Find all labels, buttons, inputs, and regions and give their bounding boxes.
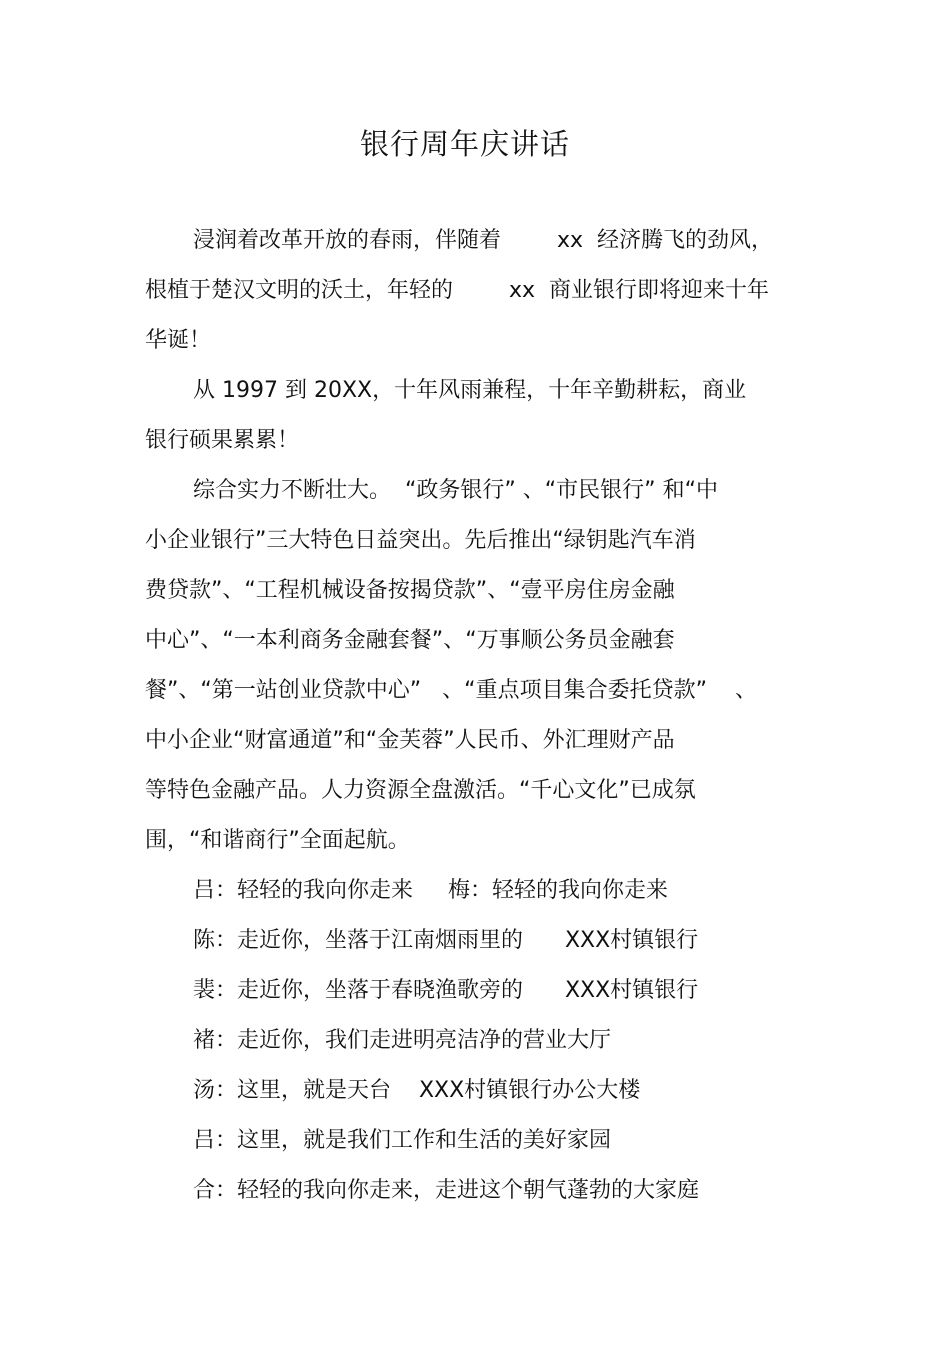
- dialogue-line: 吕：这里，就是我们工作和生活的美好家园: [193, 1128, 612, 1153]
- paragraph-line: 浸润着改革开放的春雨，伴随着 xx 经济腾飞的劲风，: [193, 228, 773, 253]
- dialogue-line: 褚：走近你，我们走进明亮洁净的营业大厅: [193, 1028, 612, 1053]
- document-title: 银行周年庆讲话: [359, 127, 570, 161]
- paragraph-line: 综合实力不断壮大。 “政务银行” 、“市民银行” 和“中: [193, 478, 718, 503]
- paragraph-line: 等特色金融产品。人力资源全盘激活。“千心文化”已成氛: [145, 778, 696, 803]
- paragraph-line: 根植于楚汉文明的沃土，年轻的 xx 商业银行即将迎来十年: [145, 278, 769, 303]
- paragraph-line: 银行硕果累累！: [145, 428, 300, 453]
- dialogue-line: 汤：这里，就是天台 XXX村镇银行办公大楼: [193, 1078, 641, 1103]
- paragraph-line: 华诞！: [145, 328, 212, 353]
- dialogue-line: 吕：轻轻的我向你走来 梅：轻轻的我向你走来: [193, 878, 668, 903]
- paragraph-line: 餐”、“第一站创业贷款中心” 、“重点项目集合委托贷款” 、: [145, 678, 757, 703]
- dialogue-line: 陈：走近你，坐落于江南烟雨里的 XXX村镇银行: [193, 928, 699, 953]
- paragraph-line: 小企业银行”三大特色日益突出。先后推出“绿钥匙汽车消: [145, 528, 696, 553]
- paragraph-line: 围，“和谐商行”全面起航。: [145, 828, 410, 853]
- paragraph-line: 中小企业“财富通道”和“金芙蓉”人民币、外汇理财产品: [145, 728, 675, 753]
- dialogue-line: 裴：走近你，坐落于春晓渔歌旁的 XXX村镇银行: [193, 978, 699, 1003]
- paragraph-line: 中心”、“一本利商务金融套餐”、“万事顺公务员金融套: [145, 628, 675, 653]
- dialogue-line: 合：轻轻的我向你走来，走进这个朝气蓬勃的大家庭: [193, 1178, 700, 1203]
- paragraph-line: 费贷款”、“工程机械设备按揭贷款”、“壹平房住房金融: [145, 578, 675, 603]
- paragraph-line: 从 1997 到 20XX，十年风雨兼程，十年辛勤耕耘，商业: [193, 378, 747, 403]
